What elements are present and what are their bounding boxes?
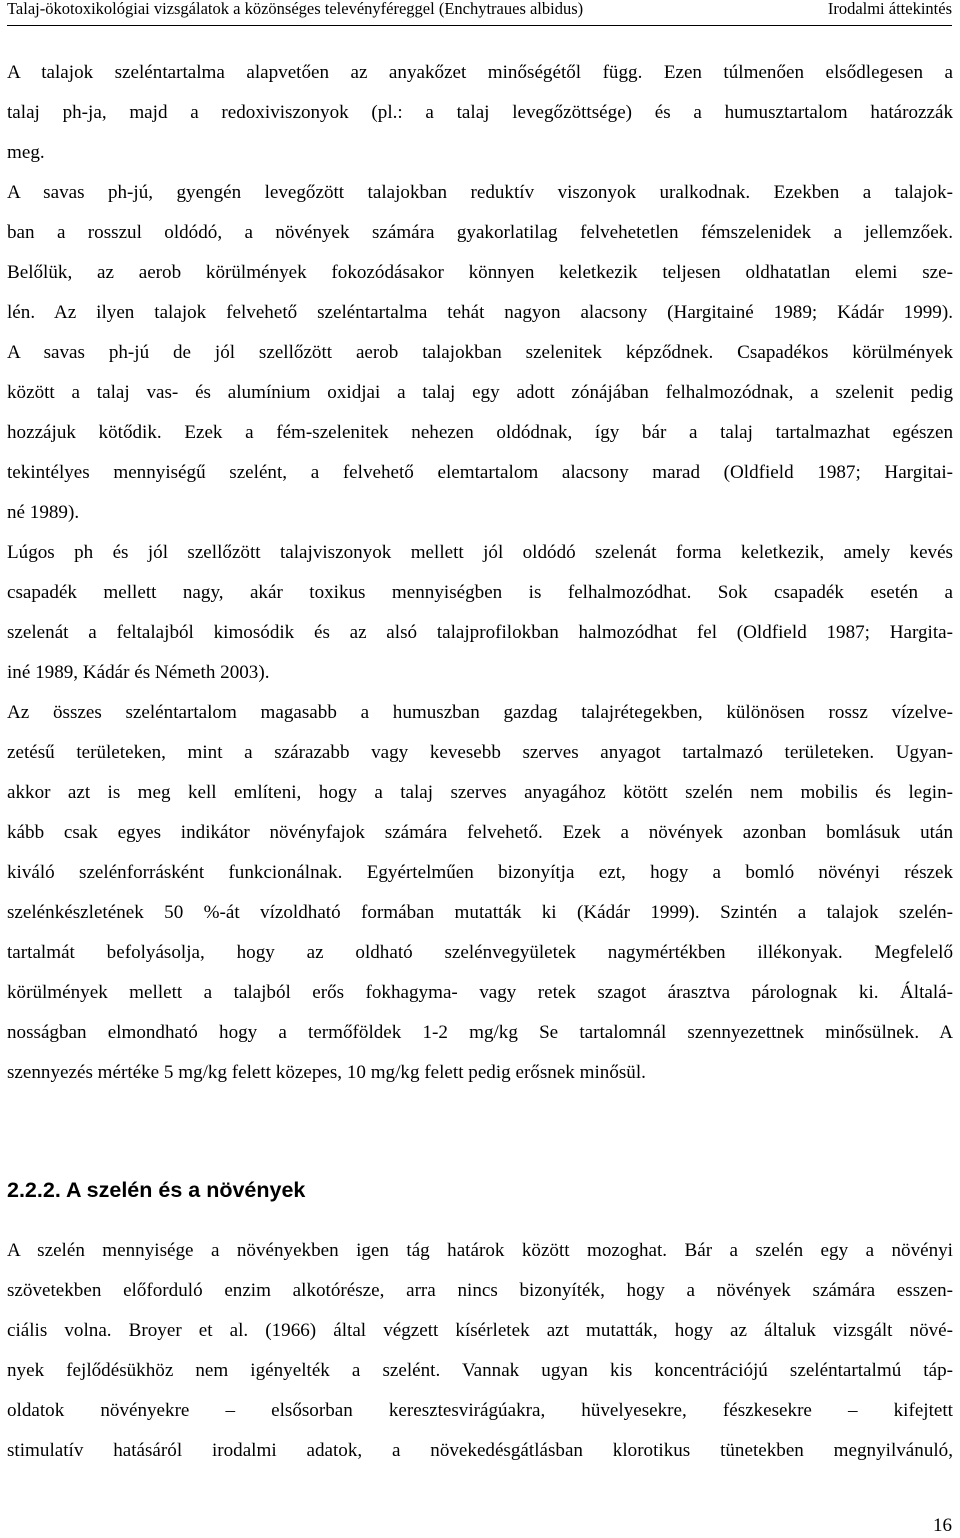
section-line: ciális volna. Broyer et al. (1966) által végzett kísérletek azt mutatták, hogy az általuk vizsgált növé- <box>7 1320 953 1341</box>
body-line: A talajok szeléntartalma alapvetően az anyakőzet minőségétől függ. Ezen túlmenően elsődlegesen a <box>7 62 953 83</box>
body-line: ban a rosszul oldódó, a növények számára gyakorlatilag felvehetetlen fémszelenidek a jellemzőek. <box>7 222 953 243</box>
body-line: szennyezés mértéke 5 mg/kg felett közepes, 10 mg/kg felett pedig erősnek minősül. <box>7 1062 646 1083</box>
body-line: kább csak egyes indikátor növényfajok számára felvehető. Ezek a növények azonban bomlásuk után <box>7 822 953 843</box>
section-line: szövetekben előforduló enzim alkotórésze, arra nincs bizonyíték, hogy a növények számára esszen- <box>7 1280 953 1301</box>
page-number: 16 <box>933 1515 952 1536</box>
body-line: nosságban elmondható hogy a termőföldek 1-2 mg/kg Se tartalomnál szennyezettnek minősülnek. A <box>7 1022 953 1043</box>
running-header <box>7 0 952 26</box>
body-line: A savas ph-jú, gyengén levegőzött talajokban reduktív viszonyok uralkodnak. Ezekben a talajok- <box>7 182 953 203</box>
section-heading: 2.2.2. A szelén és a növények <box>7 1178 306 1202</box>
body-line: szelenát a feltalajból kimosódik és az alsó talajprofilokban halmozódhat fel (Oldfield 1987; Hargita- <box>7 622 953 643</box>
section-line: nyek fejlődésükhöz nem igényelték a szelént. Vannak ugyan kis koncentrációjú szeléntartalmú táp- <box>7 1360 953 1381</box>
body-line: tartalmát befolyásolja, hogy az oldható szelénvegyületek nagymértékben illékonyak. Megfelelő <box>7 942 953 963</box>
section-line: A szelén mennyisége a növényekben igen tág határok között mozoghat. Bár a szelén egy a növényi <box>7 1240 953 1261</box>
body-line: né 1989). <box>7 502 80 523</box>
body-line: kiváló szelénforrásként funkcionálnak. Egyértelműen bizonyítja ezt, hogy a bomló növényi részek <box>7 862 953 883</box>
section-line: oldatok növényekre – elsősorban keresztesvirágúakra, hüvelyesekre, fészkesekre – kifejtett <box>7 1400 953 1421</box>
header-title: Talaj-ökotoxikológiai vizsgálatok a közönséges televényféreggel (Enchytraues albidus) <box>7 0 584 18</box>
body-line: iné 1989, Kádár és Németh 2003). <box>7 662 270 683</box>
body-line: hozzájuk kötődik. Ezek a fém-szelenitek nehezen oldódnak, így bár a talaj tartalmazhat egészen <box>7 422 953 443</box>
body-line: akkor azt is meg kell említeni, hogy a talaj szerves anyagához kötött szelén nem mobilis és legin- <box>7 782 953 803</box>
body-line: között a talaj vas- és alumínium oxidjai a talaj egy adott zónájában felhalmozódnak, a szelenit pedig <box>7 382 953 403</box>
body-line: csapadék mellett nagy, akár toxikus mennyiségben is felhalmozódhat. Sok csapadék esetén a <box>7 582 953 603</box>
body-line: tekintélyes mennyiségű szelént, a felvehető elemtartalom alacsony marad (Oldfield 1987; Hargitai- <box>7 462 953 483</box>
body-line: meg. <box>7 142 45 163</box>
body-line: A savas ph-jú de jól szellőzött aerob talajokban szelenitek képződnek. Csapadékos körülmények <box>7 342 953 363</box>
body-line: zetésű területeken, mint a szárazabb vagy kevesebb szerves anyagot tartalmazó területeken. Ugyan- <box>7 742 953 763</box>
body-line: lén. Az ilyen talajok felvehető szeléntartalma tehát nagyon alacsony (Hargitainé 1989; Kádár 1999). <box>7 302 953 323</box>
body-line: Lúgos ph és jól szellőzött talajviszonyok mellett jól oldódó szelenát forma keletkezik, amely kevés <box>7 542 953 563</box>
header-section: Irodalmi áttekintés <box>827 0 952 18</box>
body-line: körülmények mellett a talajból erős fokhagyma- vagy retek szagot árasztva párolognak ki. Általá- <box>7 982 953 1003</box>
section-line: stimulatív hatásáról irodalmi adatok, a növekedésgátlásban klorotikus tünetekben megnyilvánuló, <box>7 1440 953 1461</box>
body-line: Az összes szeléntartalom magasabb a humuszban gazdag talajrétegekben, különösen rossz vízelve- <box>7 702 953 723</box>
body-line: Belőlük, az aerob körülmények fokozódásakor könnyen keletkezik teljesen oldhatatlan elemi sze- <box>7 262 953 283</box>
body-line: talaj ph-ja, majd a redoxiviszonyok (pl.: a talaj levegőzöttsége) és a humusztartalom határozzák <box>7 102 953 123</box>
body-line: szelénkészletének 50 %-át vízoldható formában mutatták ki (Kádár 1999). Szintén a talajok szelén- <box>7 902 953 923</box>
